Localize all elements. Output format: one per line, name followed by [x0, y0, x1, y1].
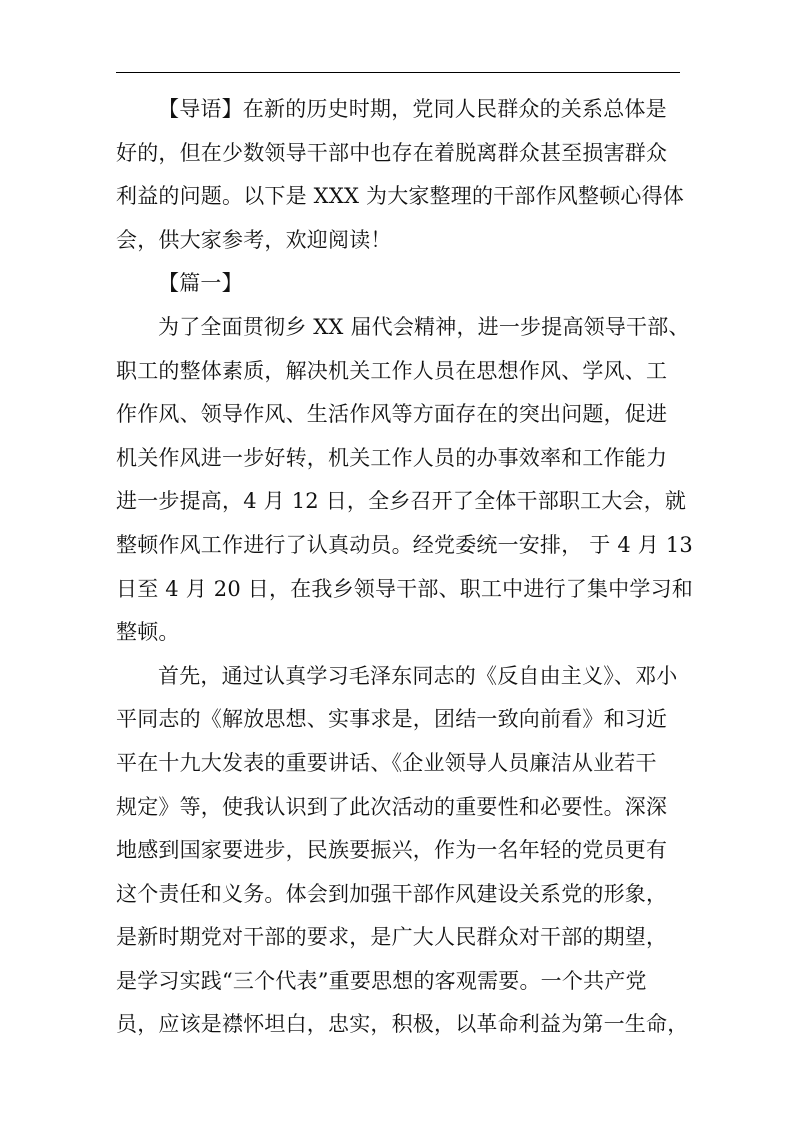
text-line: 这个责任和义务。体会到加强干部作风建设关系党的形象， — [116, 881, 668, 906]
text-line: 好的，但在少数领导干部中也存在着脱离群众甚至损害群众 — [116, 140, 668, 165]
text-line: 整顿。 — [116, 620, 180, 645]
text-line: 整顿作风工作进行了认真动员。经党委统一安排， 于 4 月 13 — [116, 532, 693, 557]
text-line: 平同志的《解放思想、实事求是，团结一致向前看》和习近 — [116, 707, 668, 732]
text-line: 【导语】在新的历史时期，党同人民群众的关系总体是 — [158, 97, 667, 121]
text-line: 员，应该是襟怀坦白，忠实，积极，以革命利益为第一生命， — [116, 1012, 689, 1037]
text-line: 平在十九大发表的重要讲话、《企业领导人员廉洁从业若干 — [116, 750, 657, 775]
text-line: 规定》等，使我认识到了此次活动的重要性和必要性。深深 — [116, 794, 668, 819]
text-line: 作作风、领导作风、生活作风等方面存在的突出问题，促进 — [116, 402, 668, 427]
text-line: 日至 4 月 20 日，在我乡领导干部、职工中进行了集中学习和 — [116, 576, 693, 601]
header-rule — [116, 72, 680, 73]
text-line: 进一步提高，4 月 12 日，全乡召开了全体干部职工大会，就 — [116, 489, 687, 514]
text-line: 利益的问题。以下是 XXX 为大家整理的干部作风整顿心得体 — [116, 184, 684, 209]
text-line: 首先，通过认真学习毛泽东同志的《反自由主义》、邓小 — [158, 663, 678, 688]
document-body — [116, 88, 693, 1047]
text-line: 机关作风进一步好转，机关工作人员的办事效率和工作能力 — [116, 445, 668, 470]
text-line: 地感到国家要进步，民族要振兴，作为一名年轻的党员更有 — [116, 838, 668, 863]
text-line: 职工的整体素质，解决机关工作人员在思想作风、学风、工 — [116, 358, 668, 383]
text-line: 会，供大家参考，欢迎阅读！ — [116, 227, 392, 252]
text-line: 是学习实践“三个代表”重要思想的客观需要。一个共产党 — [116, 968, 647, 993]
text-line: 为了全面贯彻乡 XX 届代会精神，进一步提高领导干部、 — [158, 314, 690, 339]
section-heading: 【篇一】 — [158, 271, 243, 296]
text-line: 是新时期党对干部的要求，是广大人民群众对干部的期望， — [116, 925, 668, 950]
